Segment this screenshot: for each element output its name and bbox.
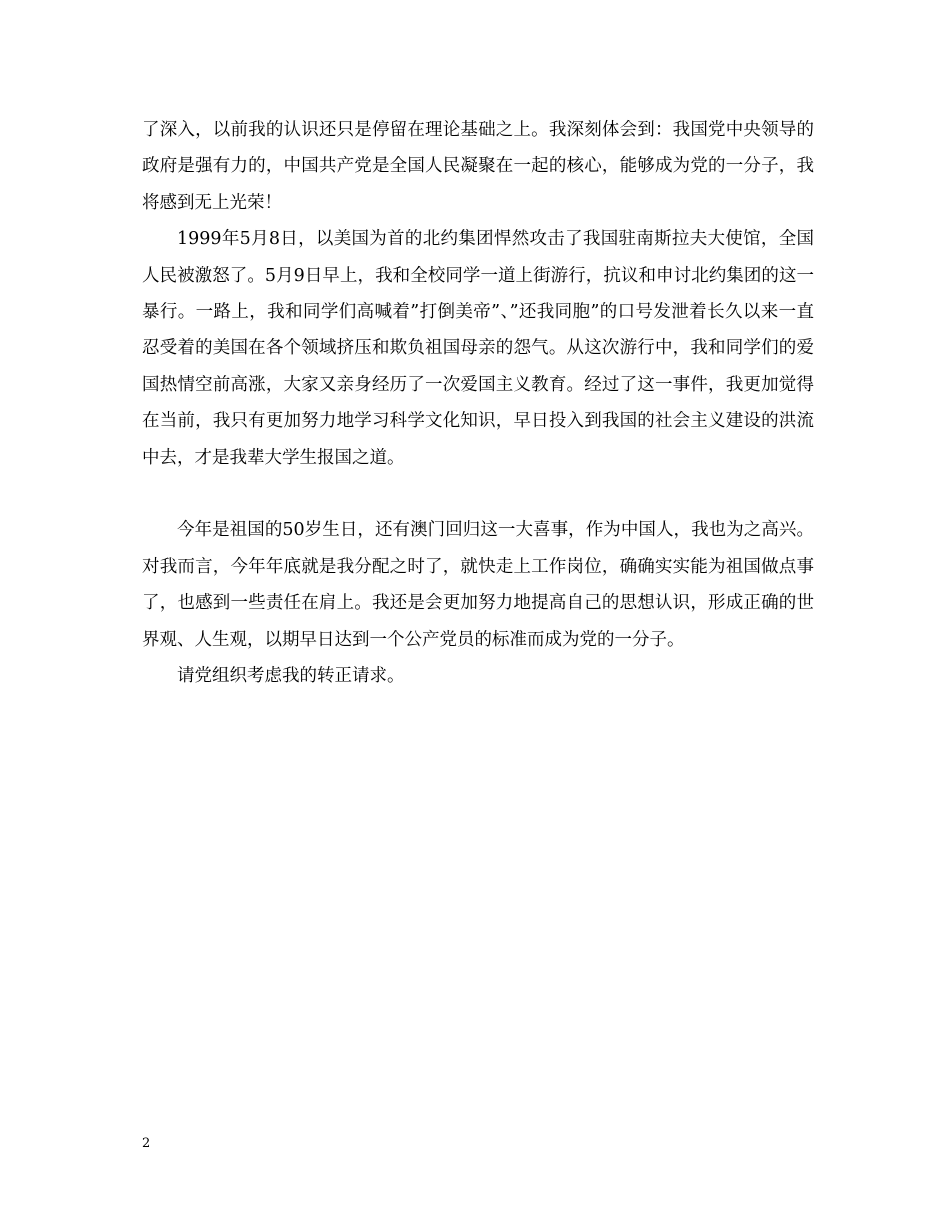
paragraph-nato-bombing: 1999年5月8日，以美国为首的北约集团悍然攻击了我国驻南斯拉夫大使馆，全国人民被激怒了。5月9日早上，我和全校同学一道上街游行，抗议和申讨北约集团的这一暴行。一路上，我和同学们高喊着”打倒美帝”、”还我同胞”的口号发泄着长久以来一直忍受着的美国在各个领域挤压和欺负祖国母亲的怨气。从这次游行中，我和同学们的爱国热情空前高涨，大家又亲身经历了一次爱国主义教育。经过了这一事件，我更加觉得在当前，我只有更加努力地学习科学文化知识，早日投入到我国的社会主义建设的洪流中去，才是我辈大学生报国之道。 <box>142 229 814 468</box>
paragraph-50th-anniversary: 今年是祖国的50岁生日，还有澳门回归这一大喜事，作为中国人，我也为之高兴。对我而言，今年年底就是我分配之时了，就快走上工作岗位，确确实实能为祖国做点事了，也感到一些责任在肩上。我还是会更加努力地提高自己的思想认识，形成正确的世界观、人生观，以期早日达到一个公产党员的标准而成为党的一分子。 <box>142 520 814 650</box>
paragraph-continuation: 了深入，以前我的认识还只是停留在理论基础之上。我深刻体会到：我国党中央领导的政府是强有力的，中国共产党是全国人民凝聚在一起的核心，能够成为党的一分子，我将感到无上光荣！ <box>142 120 814 213</box>
paragraph-spacer <box>142 476 814 512</box>
paragraph-request: 请党组织考虑我的转正请求。 <box>177 666 405 687</box>
document-body <box>142 112 814 694</box>
page-number: 2 <box>142 1136 151 1151</box>
